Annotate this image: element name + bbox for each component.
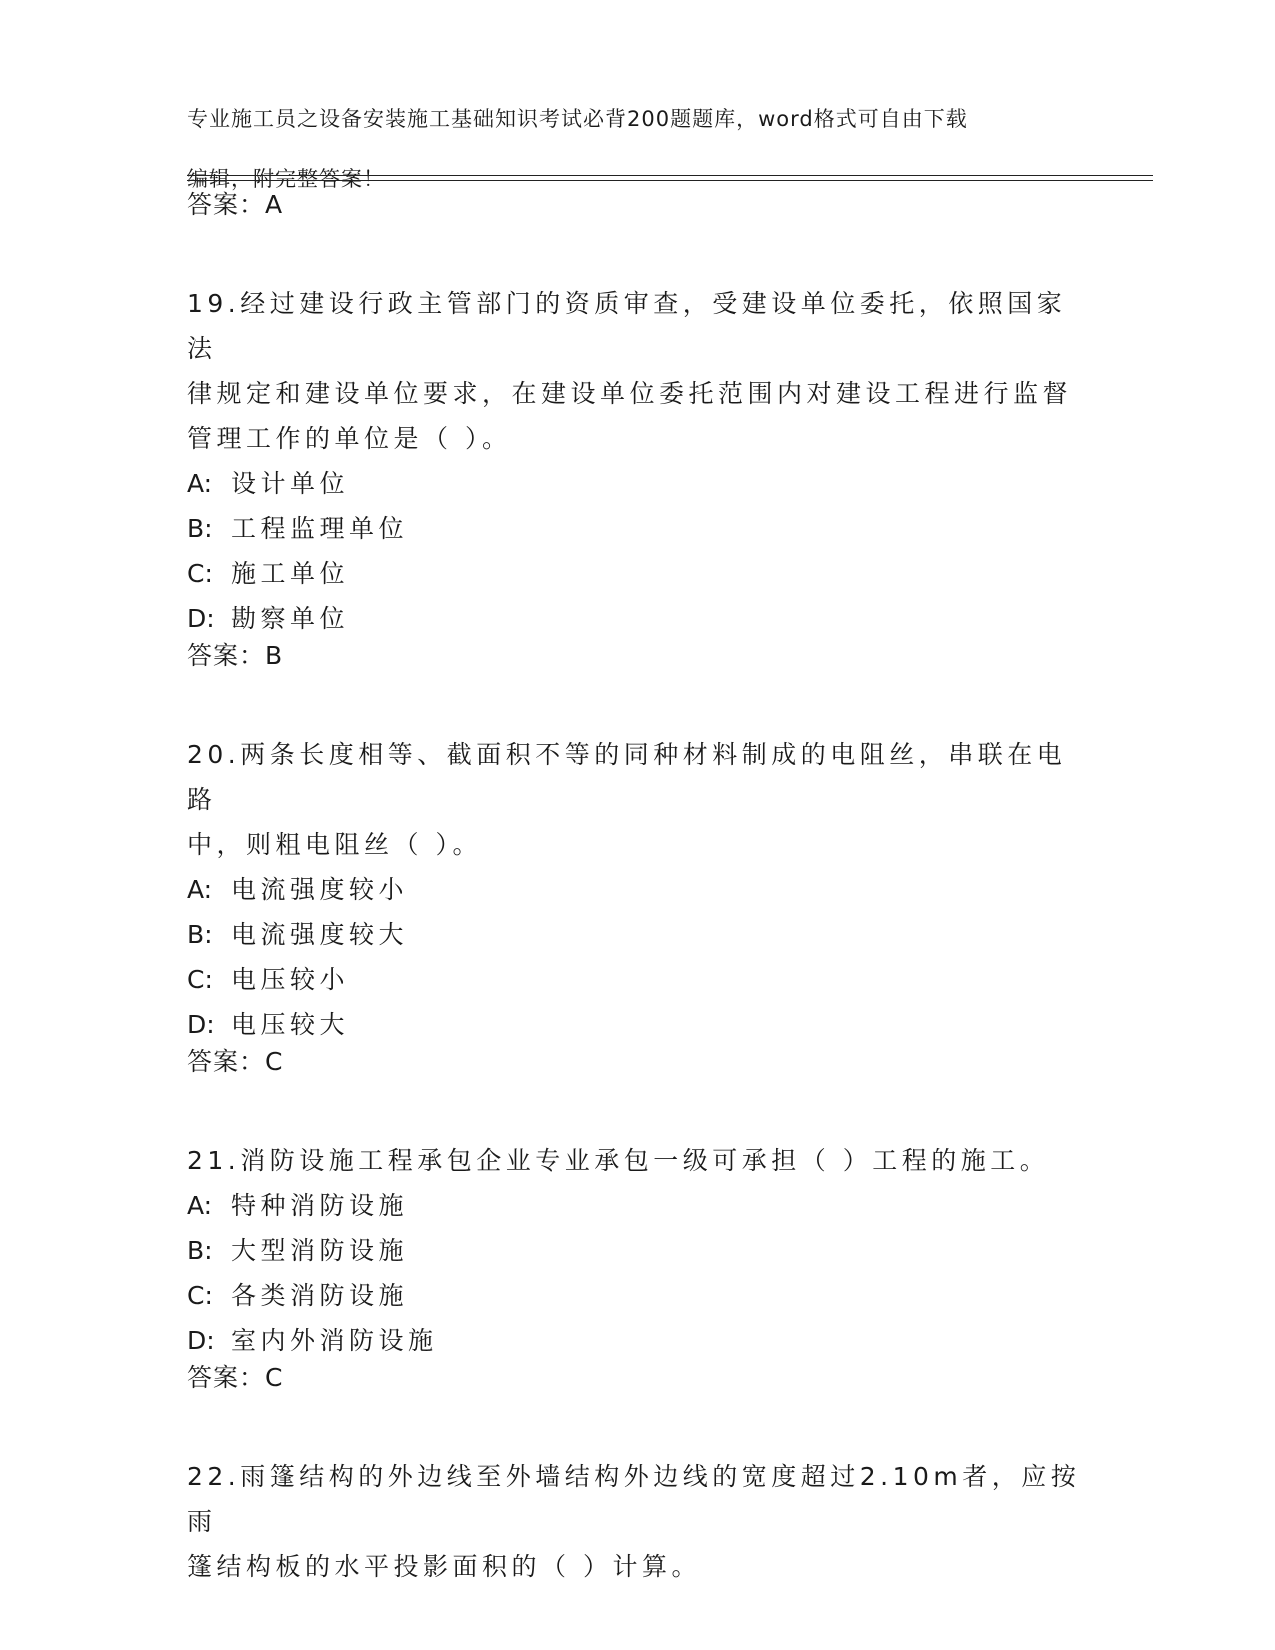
option-letter: C: [187, 559, 213, 588]
question-stem-line: 中，则粗电阻丝（ ）。 [187, 830, 482, 859]
option-text: 室内外消防设施 [231, 1326, 438, 1355]
option-letter: B: [187, 514, 213, 543]
question-spacer [187, 1408, 1087, 1454]
option-text: 设计单位 [231, 469, 350, 498]
answer-option [187, 912, 1087, 957]
answer-option [187, 957, 1087, 1002]
option-letter: D: [187, 604, 215, 633]
option-letter: B: [187, 1236, 213, 1265]
answer-option [187, 1002, 1087, 1047]
question-stem-line: 22.雨篷结构的外边线至外墙结构外边线的宽度超过2.10m者，应按雨 [187, 1462, 1081, 1536]
header-title-line-2: 编辑，附完整答案！ [187, 167, 385, 191]
answer-option [187, 506, 1087, 551]
question-block [187, 1138, 1087, 1408]
answer-option [187, 1273, 1087, 1318]
question-spacer [187, 235, 1087, 281]
option-letter: D: [187, 1010, 215, 1039]
answer-option [187, 1183, 1087, 1228]
answer-line: 答案：C [187, 1047, 284, 1076]
option-text: 大型消防设施 [231, 1236, 409, 1265]
option-text: 电流强度较大 [231, 920, 409, 949]
header-divider [187, 175, 1153, 181]
option-text: 工程监理单位 [231, 514, 409, 543]
answer-option [187, 867, 1087, 912]
option-text: 电压较大 [231, 1010, 350, 1039]
question-stem-line: 篷结构板的水平投影面积的（ ）计算。 [187, 1552, 701, 1581]
answer-option [187, 1318, 1087, 1363]
answer-line: 答案：A [187, 190, 284, 219]
answer-option [187, 596, 1087, 641]
option-letter: D: [187, 1326, 215, 1355]
option-text: 电流强度较小 [231, 875, 409, 904]
answer-line: 答案：B [187, 641, 284, 670]
option-letter: B: [187, 920, 213, 949]
question-stem-line: 21.消防设施工程承包企业专业承包一级可承担（ ）工程的施工。 [187, 1146, 1050, 1175]
option-letter: C: [187, 1281, 213, 1310]
option-letter: C: [187, 965, 213, 994]
question-stem-line: 19.经过建设行政主管部门的资质审查，受建设单位委托，依照国家法 [187, 289, 1067, 363]
answer-line: 答案：C [187, 1363, 284, 1392]
question-spacer [187, 1092, 1087, 1138]
option-letter: A: [187, 875, 213, 904]
answer-option [187, 461, 1087, 506]
question-list [187, 190, 1087, 1589]
option-text: 电压较小 [231, 965, 350, 994]
question-stem-line: 20.两条长度相等、截面积不等的同种材料制成的电阻丝，串联在电路 [187, 740, 1067, 814]
question-block [187, 1454, 1087, 1589]
option-text: 各类消防设施 [231, 1281, 409, 1310]
option-text: 勘察单位 [231, 604, 350, 633]
option-letter: A: [187, 469, 213, 498]
answer-option [187, 1228, 1087, 1273]
question-spacer [187, 686, 1087, 732]
question-block [187, 281, 1087, 686]
question-stem-line: 律规定和建设单位要求，在建设单位委托范围内对建设工程进行监督 [187, 379, 1073, 408]
header-title-line-1: 专业施工员之设备安装施工基础知识考试必背200题题库，word格式可自由下载 [187, 107, 968, 131]
option-text: 特种消防设施 [231, 1191, 409, 1220]
question-stem-line: 管理工作的单位是（ ）。 [187, 424, 512, 453]
option-letter: A: [187, 1191, 213, 1220]
question-block [187, 732, 1087, 1092]
answer-option [187, 551, 1087, 596]
option-text: 施工单位 [231, 559, 350, 588]
